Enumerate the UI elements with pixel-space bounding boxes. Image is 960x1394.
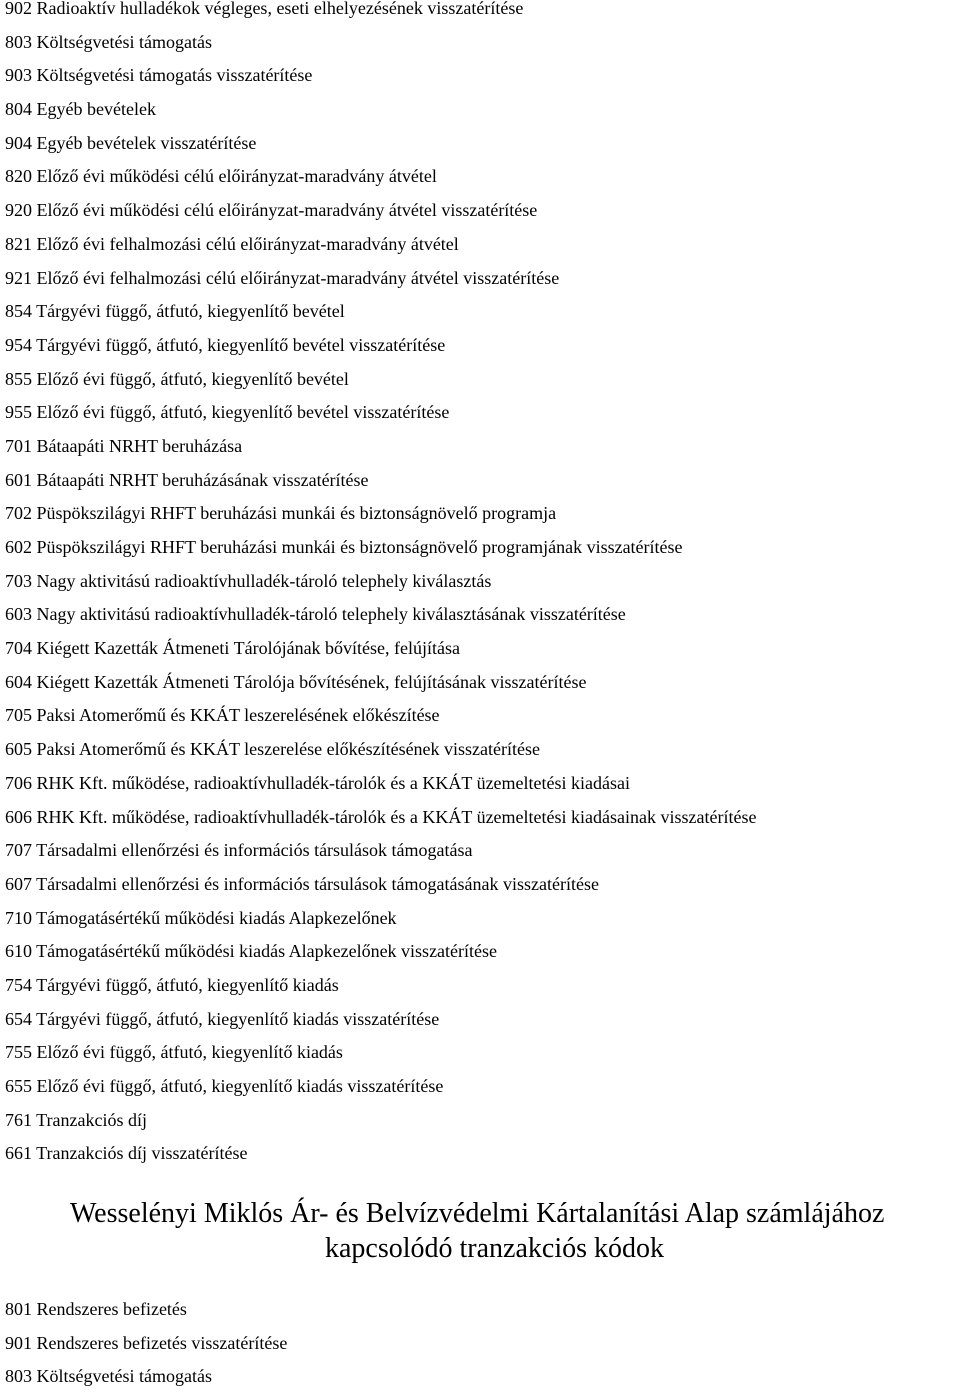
code-list-item: 801 Rendszeres befizetés [5,1299,187,1319]
code-list-item: 706 RHK Kft. működése, radioaktívhulladék-tárolók és a KKÁT üzemeltetési kiadásai [5,772,630,793]
code-list-item: 821 Előző évi felhalmozási célú előirányzat-maradvány átvétel [5,233,459,254]
code-list-item: 610 Támogatásértékű működési kiadás Alapkezelőnek visszatérítése [5,941,498,962]
code-list-item: 605 Paksi Atomerőmű és KKÁT leszerelése előkészítésének visszatérítése [5,739,541,760]
code-list-item: 755 Előző évi függő, átfutó, kiegyenlítő kiadás [5,1042,343,1063]
transaction-code-list [5,0,756,1171]
code-list-item: 705 Paksi Atomerőmű és KKÁT leszerelésének előkészítése [5,705,440,726]
code-list-item: 820 Előző évi működési célú előirányzat-maradvány átvétel [5,166,437,187]
code-list-item: 604 Kiégett Kazetták Átmeneti Tárolója bővítésének, felújításának visszatérítése [5,671,587,692]
code-list-item: 954 Tárgyévi függő, átfutó, kiegyenlítő bevétel visszatérítése [5,334,446,355]
code-list-item: 661 Tranzakciós díj visszatérítése [5,1143,248,1164]
section-heading [0,1196,960,1266]
wesselenyi-transaction-code-list [5,1293,287,1394]
code-list-item: 754 Tárgyévi függő, átfutó, kiegyenlítő kiadás [5,974,339,995]
code-list-item: 921 Előző évi felhalmozási célú előirányzat-maradvány átvétel visszatérítése [5,267,560,288]
code-list-item: 803 Költségvetési támogatás [5,31,212,52]
code-list-item: 855 Előző évi függő, átfutó, kiegyenlítő bevétel [5,368,349,389]
code-list-item: 704 Kiégett Kazetták Átmeneti Tárolójának bővítése, felújítása [5,638,461,659]
code-list-item: 702 Püspökszilágyi RHFT beruházási munkái és biztonságnövelő programja [5,503,557,524]
code-list-item: 603 Nagy aktivitású radioaktívhulladék-tároló telephely kiválasztásának visszatérítése [5,604,626,625]
code-list-item: 920 Előző évi működési célú előirányzat-maradvány átvétel visszatérítése [5,200,538,221]
section-heading-line-1: Wesselényi Miklós Ár- és Belvízvédelmi Kártalanítási Alap számlájához [70,1198,885,1229]
code-list-item: 901 Rendszeres befizetés visszatérítése [5,1332,288,1353]
code-list-item: 654 Tárgyévi függő, átfutó, kiegyenlítő kiadás visszatérítése [5,1008,440,1029]
code-list-item: 803 Költségvetési támogatás [5,1366,212,1387]
code-list-item: 710 Támogatásértékű működési kiadás Alapkezelőnek [5,907,397,928]
code-list-item: 701 Bátaapáti NRHT beruházása [5,435,243,456]
code-list-item: 903 Költségvetési támogatás visszatérítése [5,65,313,86]
code-list-item: 902 Radioaktív hulladékok végleges, eseti elhelyezésének visszatérítése [5,0,524,18]
code-list-item: 703 Nagy aktivitású radioaktívhulladék-tároló telephely kiválasztás [5,570,492,591]
code-list-item: 601 Bátaapáti NRHT beruházásának visszatérítése [5,469,369,490]
code-list-item: 761 Tranzakciós díj [5,1109,147,1130]
code-list-item: 707 Társadalmi ellenőrzési és információs társulások támogatása [5,840,473,861]
section-heading-line-2: kapcsolódó tranzakciós kódok [324,1233,665,1264]
code-list-item: 607 Társadalmi ellenőrzési és információs társulások támogatásának visszatérítése [5,873,599,894]
code-list-item: 602 Püspökszilágyi RHFT beruházási munkái és biztonságnövelő programjának visszatérítése [5,537,683,557]
code-list-item: 606 RHK Kft. működése, radioaktívhulladék-tárolók és a KKÁT üzemeltetési kiadásainak visszatérítése [5,806,757,827]
code-list-item: 904 Egyéb bevételek visszatérítése [5,132,257,153]
code-list-item: 854 Tárgyévi függő, átfutó, kiegyenlítő bevétel [5,301,345,322]
code-list-item: 655 Előző évi függő, átfutó, kiegyenlítő kiadás visszatérítése [5,1076,444,1096]
code-list-item: 804 Egyéb bevételek [5,99,156,120]
code-list-item: 955 Előző évi függő, átfutó, kiegyenlítő bevétel visszatérítése [5,402,450,423]
